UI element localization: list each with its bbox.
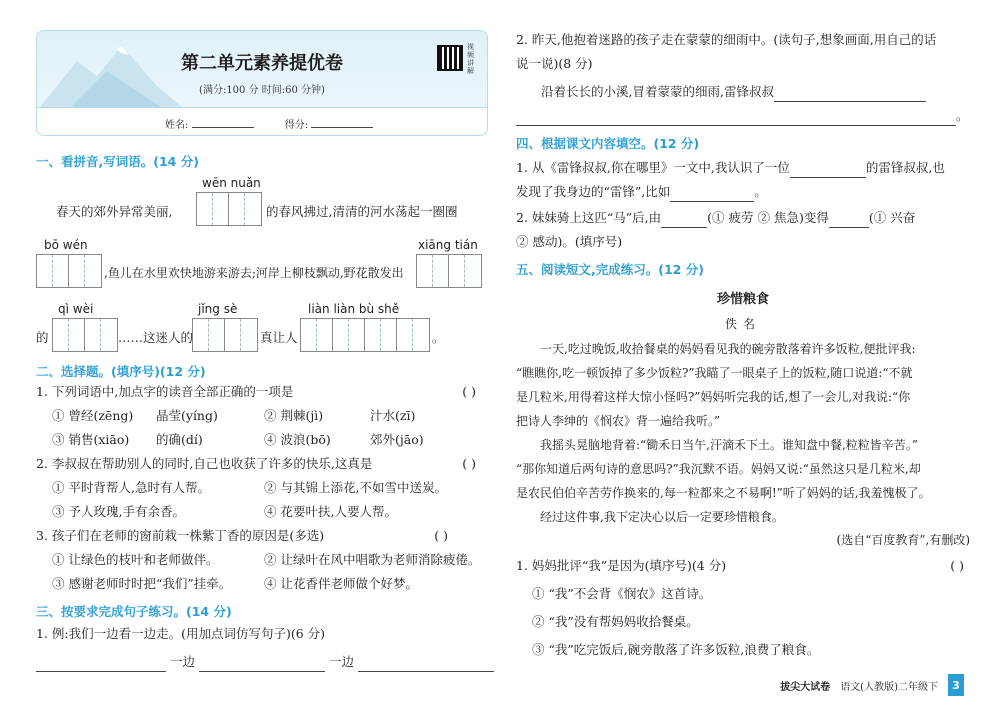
left-column: [36, 30, 488, 672]
writing-grid-lianlianbushe[interactable]: [300, 318, 430, 352]
answer-line-3-1: [36, 652, 488, 672]
article-title: 珍惜粮食: [716, 292, 769, 307]
article-line: 是几粒米,用得着这样大惊小怪吗?”妈妈听完我的话,想了一会儿,对我说:“你: [516, 390, 911, 404]
question-2-1: [36, 380, 488, 404]
pinyin-jingse: jǐng sè: [198, 302, 238, 316]
writing-grid-qiwei[interactable]: [52, 318, 118, 352]
answer-paren[interactable]: ( ): [434, 528, 448, 543]
answer-prompt: 沿着长长的小溪,冒着蒙蒙的细雨,雷锋叔叔: [541, 84, 774, 99]
writing-grid-bowen[interactable]: [36, 254, 102, 288]
section-3-heading: 三、按要求完成句子练习。(14 分): [36, 604, 232, 619]
option[interactable]: ④ 让花香伴老师做个好梦。: [264, 576, 418, 591]
options-2-3-b: [36, 572, 488, 596]
question-4-1-cont: [516, 182, 970, 202]
student-info: [37, 107, 487, 135]
answer-blank[interactable]: [516, 112, 956, 126]
page-title: 第二单元素养提优卷: [181, 53, 343, 74]
option[interactable]: ① 曾经(zēng): [52, 408, 134, 423]
answer-blank[interactable]: [199, 658, 325, 672]
question-text: 1. 下列词语中,加点字的读音全部正确的一项是: [36, 384, 294, 399]
score-label: 得分:: [284, 120, 309, 131]
answer-line-3-2: [516, 82, 970, 102]
page-footer: [780, 674, 964, 696]
question-4-2-cont: ② 感动)。(填序号): [516, 234, 623, 249]
question-text: 1. 从《雷锋叔叔,你在哪里》一文中,我认识了一位: [516, 160, 790, 175]
pinyin-row-1: [36, 176, 488, 232]
question-text: 发现了我身边的“雷锋”,比如: [516, 184, 671, 199]
option[interactable]: ② 让绿叶在风中唱歌为老师消除疲倦。: [264, 552, 481, 567]
option-5-1-1: [516, 582, 970, 606]
option[interactable]: ④ 花要叶扶,人要人帮。: [264, 504, 397, 519]
answer-paren[interactable]: ( ): [462, 384, 476, 399]
right-column: [516, 30, 970, 662]
options-2-3-a: [36, 548, 488, 572]
pinyin-wennuan: wēn nuǎn: [202, 176, 261, 190]
question-text: 1. 妈妈批评“我”是因为(填序号)(4 分): [516, 558, 727, 573]
question-4-1: [516, 158, 970, 178]
option: 的确(dí): [156, 432, 203, 447]
writing-grid-jingse[interactable]: [192, 318, 258, 352]
section-4-heading: 四、根据课文内容填空。(12 分): [516, 136, 700, 151]
section-2-heading: 二、选择题。(填序号)(12 分): [36, 364, 206, 379]
section-1-heading: 一、看拼音,写词语。(14 分): [36, 154, 199, 169]
article-line: 一天,吃过晚饭,收拾餐桌的妈妈看见我的碗旁散落着许多饭粒,便批评我:: [540, 342, 916, 356]
qr-label: 视频讲解: [467, 43, 474, 75]
question-3-2-cont: 说一说)(8 分): [516, 56, 593, 71]
question-4-2: [516, 208, 970, 228]
qr-code-icon[interactable]: [437, 45, 463, 71]
page-subtitle: (满分:100 分 时间:60 分钟): [199, 85, 325, 96]
option-5-1-3: [516, 638, 970, 662]
options-2-2-b: [36, 500, 488, 524]
sentence-text: ……这迷人的: [118, 330, 194, 345]
answer-paren[interactable]: ( ): [950, 558, 964, 573]
option: 晶莹(yíng): [156, 408, 218, 423]
name-field[interactable]: [192, 118, 254, 128]
question-text: 3. 孩子们在老师的窗前栽一株紫丁香的原因是(多选): [36, 528, 325, 543]
question-2-3: [36, 524, 488, 548]
pinyin-xiangtian: xiāng tián: [418, 238, 478, 252]
question-2-2: [36, 452, 488, 476]
period: 。: [956, 108, 969, 123]
options-2-1-a: [36, 404, 488, 428]
answer-paren[interactable]: ( ): [462, 456, 476, 471]
title-box: [36, 30, 488, 136]
option[interactable]: ③ 予人玫瑰,手有余香。: [52, 504, 185, 519]
option[interactable]: ③ “我”吃完饭后,碗旁散落了许多饭粒,浪费了粮食。: [532, 642, 820, 657]
answer-line-3-2b: [516, 106, 970, 126]
option[interactable]: ① “我”不会背《悯农》这首诗。: [532, 586, 712, 601]
article-line: 把诗人李绅的《悯农》背一遍给我听。”: [516, 414, 721, 428]
pinyin-row-2: [36, 238, 488, 296]
question-3-1: 1. 例:我们一边看一边走。(用加点词仿写句子)(6 分): [36, 626, 326, 641]
option[interactable]: ② 与其锦上添花,不如雪中送炭。: [264, 480, 447, 495]
period: 。: [754, 184, 767, 199]
question-5-1: [516, 554, 970, 578]
answer-blank[interactable]: [661, 214, 707, 228]
score-field[interactable]: [311, 118, 373, 128]
question-3-2: 2. 昨天,他抱着迷路的孩子走在蒙蒙的细雨中。(读句子,想象画面,用自己的话: [516, 32, 937, 47]
question-text: 的雷锋叔叔,也: [865, 160, 945, 175]
answer-blank[interactable]: [829, 214, 869, 228]
writing-grid-xiangtian[interactable]: [416, 254, 482, 288]
question-text: (① 兴奋: [868, 210, 916, 225]
option[interactable]: ③ 感谢老师时时把“我们”挂牵。: [52, 576, 232, 591]
yibian-word: 一边: [328, 654, 354, 669]
option[interactable]: ② 荆棘(jì): [264, 408, 324, 423]
option[interactable]: ② “我”没有帮妈妈收拾餐桌。: [532, 614, 699, 629]
option[interactable]: ④ 波浪(bō): [264, 432, 331, 447]
section-5-heading: 五、阅读短文,完成练习。(12 分): [516, 262, 704, 277]
pinyin-lianlianbushe: liàn liàn bù shě: [308, 302, 400, 316]
name-label: 姓名:: [165, 120, 189, 131]
question-text: 2. 李叔叔在帮助别人的同时,自己也收获了许多的快乐,这真是: [36, 456, 373, 471]
answer-blank[interactable]: [36, 658, 166, 672]
article-line: 我摇头晃脑地背着:“锄禾日当午,汗滴禾下土。谁知盘中餐,粒粒皆辛苦。”: [540, 438, 918, 452]
article-source: (选自“百度教育”,有删改): [836, 533, 970, 547]
sentence-text: 。: [432, 330, 445, 345]
question-text: (① 疲劳 ② 焦急)变得: [707, 210, 829, 225]
article-line: “瞧瞧你,吃一顿饭掉了多少饭粒?”我瞄了一眼桌子上的饭粒,随口说道:“不就: [516, 366, 913, 380]
sentence-text: ,鱼儿在水里欢快地游来游去;河岸上柳枝飘动,野花散发出: [104, 266, 404, 280]
yibian-word: 一边: [169, 654, 195, 669]
option: 郊外(jāo): [370, 432, 424, 447]
answer-blank[interactable]: [358, 658, 494, 672]
article-line: 是农民伯伯辛苦劳作换来的,每一粒都来之不易啊!”听了妈妈的话,我羞愧极了。: [516, 486, 931, 500]
option[interactable]: ① 平时背帮人,急时有人帮。: [52, 480, 210, 495]
sentence-text: 真让人: [260, 330, 298, 345]
footer-brand: 拔尖大试卷: [780, 681, 831, 693]
option[interactable]: ③ 销售(xiāo): [52, 432, 130, 447]
footer-subject: 语文(人教版)二年级下: [840, 681, 938, 693]
pinyin-row-3: [36, 302, 488, 360]
article-author: 佚名: [724, 317, 761, 331]
option-5-1-2: [516, 610, 970, 634]
article-line: “那你知道后两句诗的意思吗?”我沉默不语。妈妈又说:“虽然这只是几粒米,却: [516, 462, 921, 476]
sentence-text: 的春风拂过,清清的河水荡起一圈圈: [266, 204, 458, 219]
option: 汁水(zī): [370, 408, 416, 423]
writing-grid-wennuan[interactable]: [196, 192, 262, 226]
answer-blank[interactable]: [790, 164, 866, 178]
sentence-text: 春天的郊外异常美丽,: [56, 204, 173, 219]
pinyin-qiwei: qì wèi: [58, 302, 94, 316]
options-2-2-a: [36, 476, 488, 500]
question-text: 2. 妹妹骑上这匹“马”后,由: [516, 210, 662, 225]
article-line: 经过这件事,我下定决心以后一定要珍惜粮食。: [540, 510, 784, 524]
sentence-text: 的: [36, 330, 49, 345]
answer-blank[interactable]: [670, 188, 754, 202]
pinyin-bowen: bō wén: [44, 238, 88, 252]
option[interactable]: ① 让绿色的枝叶和老师做伴。: [52, 552, 219, 567]
answer-blank[interactable]: [774, 88, 926, 102]
page-number: 3: [948, 674, 964, 696]
options-2-1-b: [36, 428, 488, 452]
